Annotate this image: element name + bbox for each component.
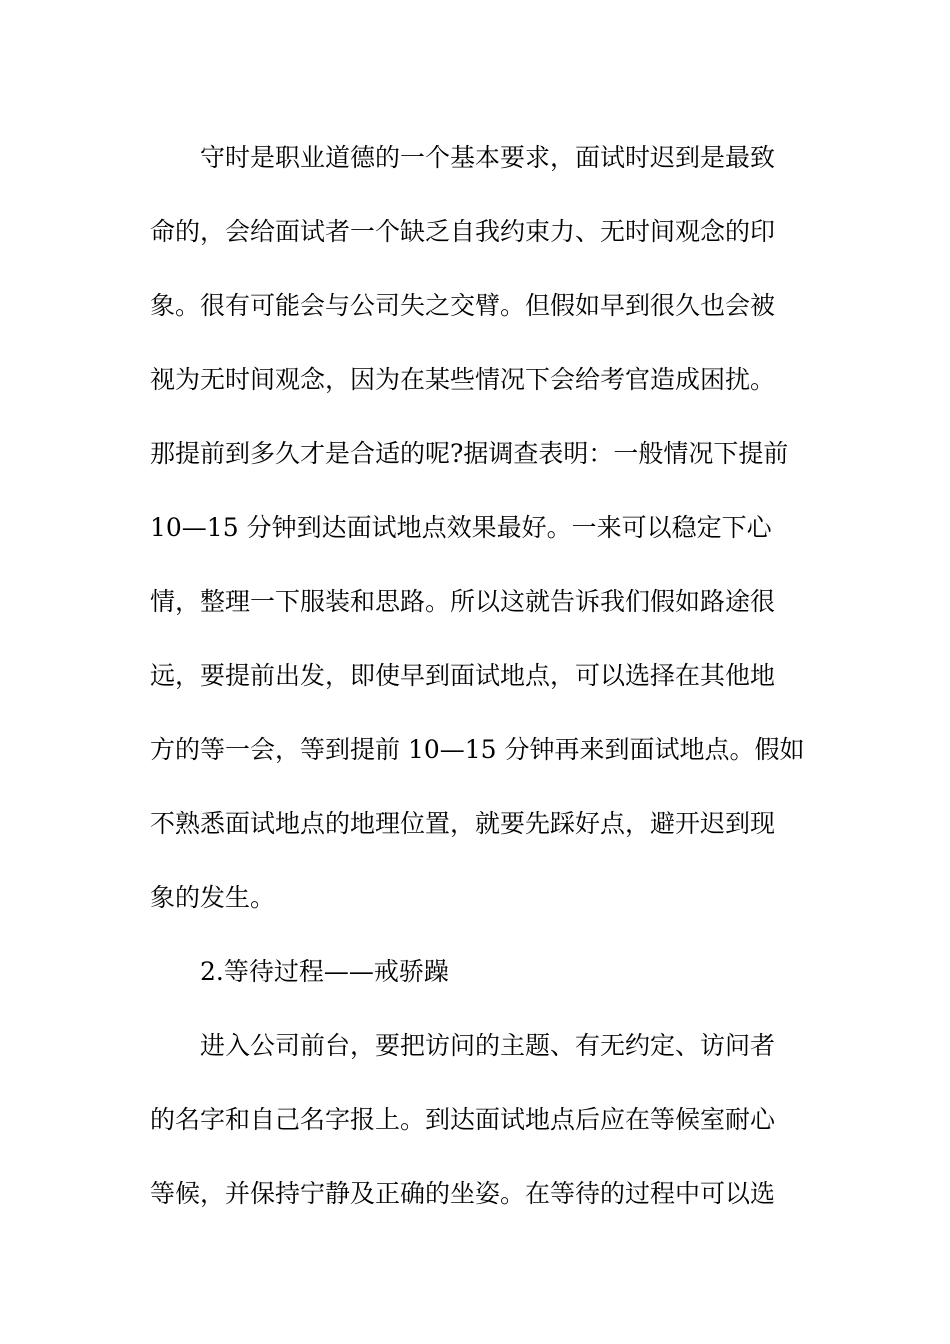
text-line: 的名字和自己名字报上。到达面试地点后应在等候室耐心 — [150, 1105, 776, 1134]
paragraph-reception — [150, 1018, 802, 1240]
text-line: 进入公司前台，要把访问的主题、有无约定、访问者 — [200, 1031, 776, 1060]
text-line: 方的等一会，等到提前 10—15 分钟再来到面试地点。假如 — [150, 735, 805, 764]
text-line: 不熟悉面试地点的地理位置，就要先踩好点，避开迟到现 — [150, 809, 776, 838]
text-line: 10—15 分钟到达面试地点效果最好。一来可以稳定下心 — [150, 513, 772, 542]
text-line: 等候，并保持宁静及正确的坐姿。在等待的过程中可以选 — [150, 1179, 776, 1208]
paragraph-punctuality — [150, 130, 805, 944]
text-line: 象的发生。 — [150, 883, 276, 912]
text-line: 命的，会给面试者一个缺乏自我约束力、无时间观念的印 — [150, 217, 776, 246]
text-line: 那提前到多久才是合适的呢?据调查表明：一般情况下提前 — [150, 439, 789, 468]
document-body — [150, 130, 805, 1240]
text-line: 视为无时间观念，因为在某些情况下会给考官造成困扰。 — [150, 365, 776, 394]
text-line: 远，要提前出发，即使早到面试地点，可以选择在其他地 — [150, 661, 776, 690]
text-line: 情，整理一下服装和思路。所以这就告诉我们假如路途很 — [150, 587, 776, 616]
text-line: 守时是职业道德的一个基本要求，面试时迟到是最致 — [200, 143, 776, 172]
text-line: 象。很有可能会与公司失之交臂。但假如早到很久也会被 — [150, 291, 776, 320]
section-heading-waiting — [150, 944, 802, 1018]
section-heading: 2.等待过程——戒骄躁 — [200, 957, 449, 986]
